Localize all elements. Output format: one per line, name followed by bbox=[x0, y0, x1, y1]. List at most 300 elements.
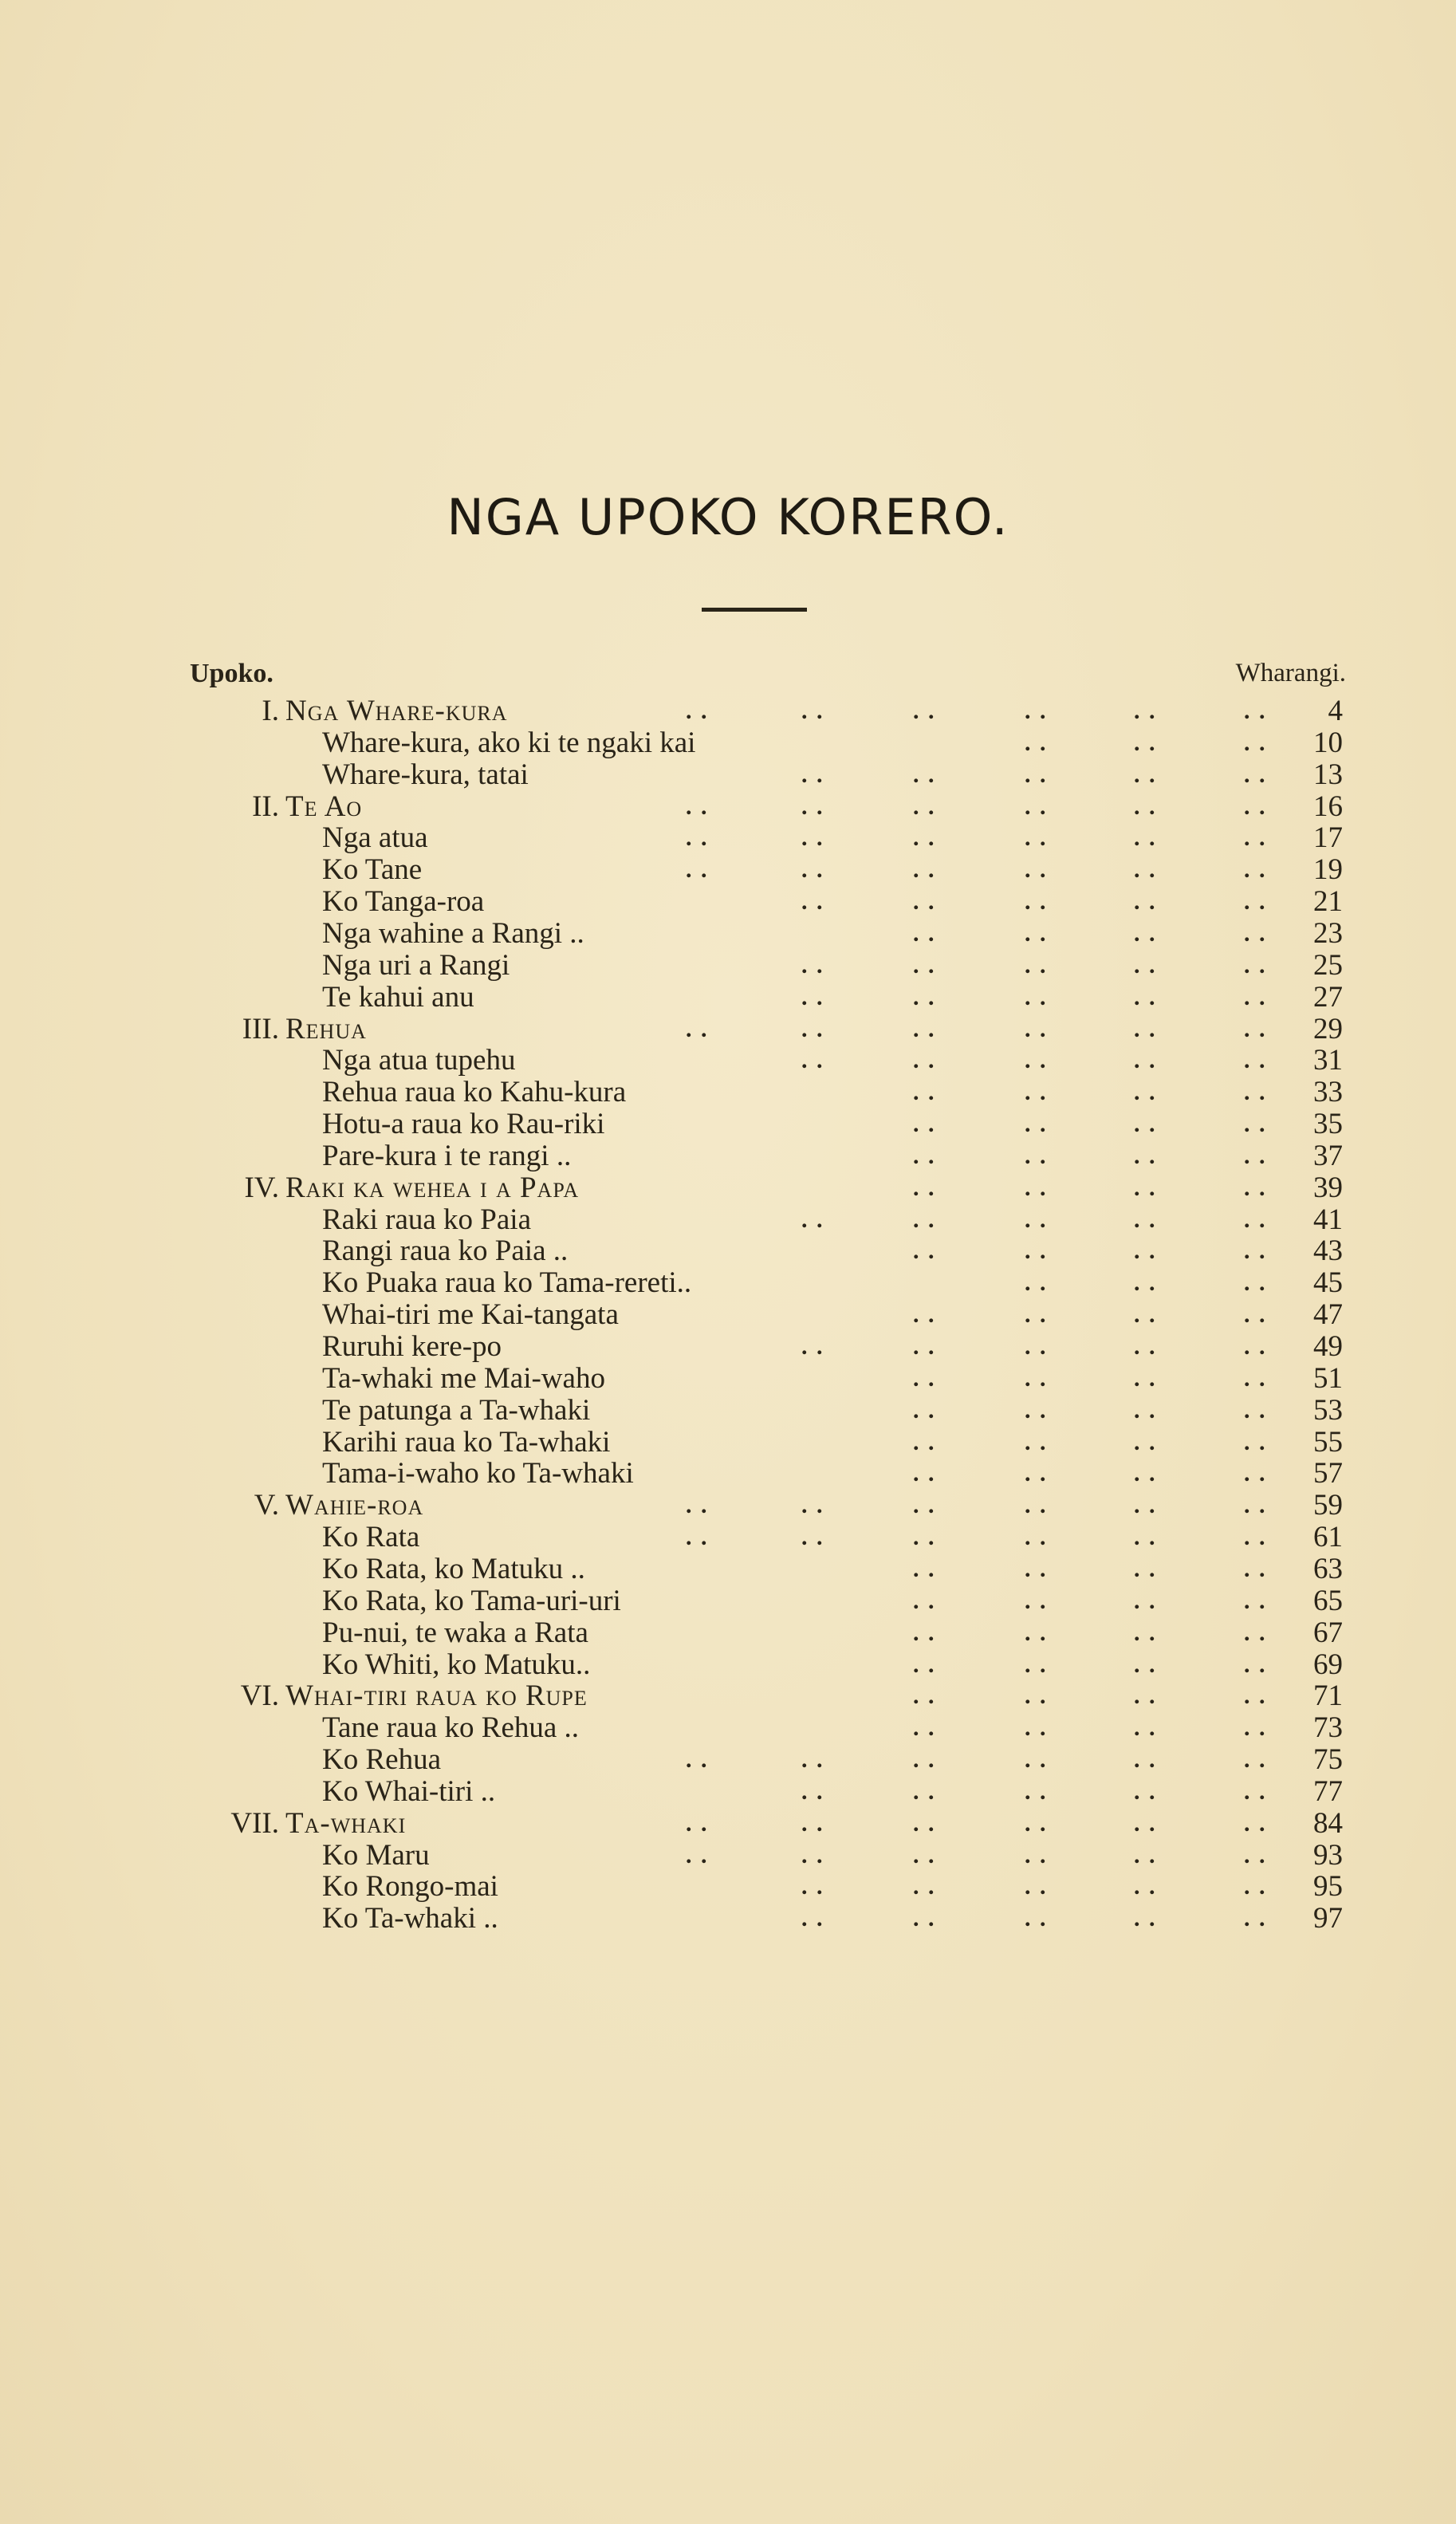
section-title: Nga wahine a Rangi .. bbox=[322, 916, 584, 950]
leader-dots: . . bbox=[913, 951, 936, 978]
leader-dots: . . bbox=[1025, 1396, 1048, 1423]
toc-section-row bbox=[0, 884, 1456, 919]
leader-dots: . . bbox=[1134, 698, 1157, 724]
page-number: 47 bbox=[1313, 1298, 1343, 1332]
section-title: Hotu-a raua ko Rau-riki bbox=[322, 1108, 605, 1141]
leader-dots: . . bbox=[1134, 1905, 1157, 1932]
leader-dots: . . bbox=[913, 1492, 936, 1519]
leader-dots: . . bbox=[1244, 1396, 1267, 1423]
toc-section-row bbox=[0, 980, 1456, 1015]
leader-dots: . . bbox=[1025, 793, 1048, 820]
leader-dots: . . bbox=[913, 1905, 936, 1932]
section-title: Pu-nui, te waka a Rata bbox=[322, 1616, 588, 1649]
leader-dots: . . bbox=[686, 1492, 709, 1519]
toc-chapter-row bbox=[0, 1806, 1456, 1841]
leader-dots: . . bbox=[1134, 1079, 1157, 1106]
toc-section-row bbox=[0, 1139, 1456, 1174]
leader-dots: . . bbox=[1134, 761, 1157, 788]
page-number: 37 bbox=[1313, 1139, 1343, 1172]
section-title: Ko Rata bbox=[322, 1521, 420, 1554]
toc-section-row bbox=[0, 1838, 1456, 1873]
section-title: Ko Rata, ko Tama-uri-uri bbox=[322, 1584, 621, 1617]
section-title: Ta-whaki me Mai-waho bbox=[322, 1361, 605, 1395]
leader-dots: . . bbox=[1025, 1905, 1048, 1932]
leader-dots: . . bbox=[913, 1555, 936, 1582]
section-title: Ko Puaka raua ko Tama-rereti.. bbox=[322, 1266, 692, 1300]
leader-dots: . . bbox=[1244, 951, 1267, 978]
page-number: 95 bbox=[1313, 1870, 1343, 1904]
leader-dots: . . bbox=[913, 1238, 936, 1265]
leader-dots: . . bbox=[1025, 1333, 1048, 1360]
toc-section-row bbox=[0, 1297, 1456, 1333]
page-number: 17 bbox=[1313, 821, 1343, 855]
leader-dots: . . bbox=[1244, 1079, 1267, 1106]
section-title: Whai-tiri me Kai-tangata bbox=[322, 1298, 619, 1332]
leader-dots: . . bbox=[913, 698, 936, 724]
leader-dots: . . bbox=[801, 1492, 824, 1519]
leader-dots: . . bbox=[1134, 1524, 1157, 1551]
leader-dots: . . bbox=[1134, 1555, 1157, 1582]
leader-dots: . . bbox=[1244, 1364, 1267, 1392]
toc-section-row bbox=[0, 1616, 1456, 1651]
leader-dots: . . bbox=[913, 1778, 936, 1805]
leader-dots: . . bbox=[1134, 1492, 1157, 1519]
leader-dots: . . bbox=[1244, 856, 1267, 884]
section-title: Pare-kura i te rangi .. bbox=[322, 1139, 572, 1172]
leader-dots: . . bbox=[1025, 1015, 1048, 1042]
leader-dots: . . bbox=[1025, 1364, 1048, 1392]
leader-dots: . . bbox=[1244, 1460, 1267, 1487]
leader-dots: . . bbox=[1134, 1651, 1157, 1678]
page-number: 51 bbox=[1313, 1361, 1343, 1395]
toc-section-row bbox=[0, 1043, 1456, 1078]
leader-dots: . . bbox=[913, 983, 936, 1010]
page-number: 35 bbox=[1313, 1108, 1343, 1141]
leader-dots: . . bbox=[1244, 1873, 1267, 1900]
leader-dots: . . bbox=[1244, 1333, 1267, 1360]
leader-dots: . . bbox=[1244, 1715, 1267, 1742]
leader-dots: . . bbox=[1244, 1015, 1267, 1042]
leader-dots: . . bbox=[1244, 1619, 1267, 1646]
toc-section-row bbox=[0, 1456, 1456, 1491]
leader-dots: . . bbox=[913, 1333, 936, 1360]
page-number: 71 bbox=[1313, 1679, 1343, 1713]
leader-dots: . . bbox=[913, 793, 936, 820]
leader-dots: . . bbox=[913, 1683, 936, 1710]
leader-dots: . . bbox=[1244, 1270, 1267, 1297]
chapter-title: Rehua bbox=[285, 1012, 367, 1045]
section-title: Ko Rehua bbox=[322, 1743, 441, 1777]
leader-dots: . . bbox=[1134, 1270, 1157, 1297]
leader-dots: . . bbox=[1025, 1079, 1048, 1106]
leader-dots: . . bbox=[801, 1015, 824, 1042]
section-title: Nga atua bbox=[322, 821, 428, 855]
leader-dots: . . bbox=[1134, 729, 1157, 756]
leader-dots: . . bbox=[913, 1364, 936, 1392]
chapter-title: Whai-tiri raua ko Rupe bbox=[285, 1679, 588, 1713]
leader-dots: . . bbox=[1244, 729, 1267, 756]
leader-dots: . . bbox=[1134, 1238, 1157, 1265]
leader-dots: . . bbox=[1244, 1778, 1267, 1805]
toc-section-row bbox=[0, 1552, 1456, 1587]
section-title: Rangi raua ko Paia .. bbox=[322, 1234, 569, 1268]
section-title: Nga atua tupehu bbox=[322, 1044, 516, 1077]
toc-section-row bbox=[0, 1329, 1456, 1364]
leader-dots: . . bbox=[1134, 1841, 1157, 1868]
leader-dots: . . bbox=[686, 825, 709, 852]
page-number: 93 bbox=[1313, 1838, 1343, 1872]
leader-dots: . . bbox=[686, 1015, 709, 1042]
leader-dots: . . bbox=[686, 698, 709, 724]
leader-dots: . . bbox=[1025, 761, 1048, 788]
leader-dots: . . bbox=[913, 1619, 936, 1646]
leader-dots: . . bbox=[1134, 793, 1157, 820]
leader-dots: . . bbox=[1244, 1524, 1267, 1551]
leader-dots: . . bbox=[1244, 1905, 1267, 1932]
leader-dots: . . bbox=[1134, 951, 1157, 978]
leader-dots: . . bbox=[686, 1809, 709, 1837]
page-number: 59 bbox=[1313, 1489, 1343, 1522]
chapter-title: Wahie-roa bbox=[285, 1489, 424, 1522]
toc-section-row bbox=[0, 1425, 1456, 1460]
leader-dots: . . bbox=[913, 1841, 936, 1868]
leader-dots: . . bbox=[1025, 1238, 1048, 1265]
chapter-title: Raki ka wehea i a Papa bbox=[285, 1171, 580, 1204]
leader-dots: . . bbox=[1134, 1587, 1157, 1614]
toc-section-row bbox=[0, 1234, 1456, 1269]
leader-dots: . . bbox=[1134, 1715, 1157, 1742]
leader-dots: . . bbox=[686, 1841, 709, 1868]
leader-dots: . . bbox=[1025, 856, 1048, 884]
leader-dots: . . bbox=[913, 1301, 936, 1329]
page-number: 73 bbox=[1313, 1711, 1343, 1745]
section-title: Ko Ta-whaki .. bbox=[322, 1902, 498, 1935]
leader-dots: . . bbox=[1244, 1206, 1267, 1233]
chapter-numeral: IV. bbox=[244, 1171, 279, 1204]
toc-section-row bbox=[0, 758, 1456, 793]
leader-dots: . . bbox=[1025, 1047, 1048, 1074]
leader-dots: . . bbox=[1025, 1715, 1048, 1742]
leader-dots: . . bbox=[1244, 1174, 1267, 1201]
section-title: Tane raua ko Rehua .. bbox=[322, 1711, 580, 1745]
toc-section-row bbox=[0, 1393, 1456, 1428]
leader-dots: . . bbox=[801, 1206, 824, 1233]
toc-section-row bbox=[0, 852, 1456, 888]
leader-dots: . . bbox=[1134, 1460, 1157, 1487]
leader-dots: . . bbox=[1134, 1111, 1157, 1138]
page-title: NGA UPOKO KORERO. bbox=[447, 488, 1009, 546]
leader-dots: . . bbox=[1025, 1841, 1048, 1868]
page-number: 29 bbox=[1313, 1012, 1343, 1045]
leader-dots: . . bbox=[801, 1746, 824, 1774]
leader-dots: . . bbox=[1025, 1428, 1048, 1455]
leader-dots: . . bbox=[801, 1047, 824, 1074]
leader-dots: . . bbox=[1134, 888, 1157, 915]
leader-dots: . . bbox=[1025, 1873, 1048, 1900]
toc-section-row bbox=[0, 916, 1456, 951]
toc-section-row bbox=[0, 1648, 1456, 1683]
leader-dots: . . bbox=[1025, 1524, 1048, 1551]
leader-dots: . . bbox=[801, 888, 824, 915]
leader-dots: . . bbox=[1134, 1873, 1157, 1900]
page-number: 75 bbox=[1313, 1743, 1343, 1777]
page-number: 41 bbox=[1313, 1203, 1343, 1236]
section-title: Te patunga a Ta-whaki bbox=[322, 1393, 591, 1427]
toc-section-row bbox=[0, 821, 1456, 856]
leader-dots: . . bbox=[1025, 1142, 1048, 1169]
column-header-page: Wharangi. bbox=[1235, 659, 1346, 687]
leader-dots: . . bbox=[913, 1873, 936, 1900]
leader-dots: . . bbox=[1134, 856, 1157, 884]
toc-chapter-row bbox=[0, 1488, 1456, 1523]
leader-dots: . . bbox=[1244, 825, 1267, 852]
chapter-title: Te Ao bbox=[285, 789, 363, 823]
leader-dots: . . bbox=[801, 1873, 824, 1900]
chapter-numeral: I. bbox=[262, 695, 279, 727]
section-title: Rehua raua ko Kahu-kura bbox=[322, 1076, 627, 1109]
page-number: 16 bbox=[1313, 789, 1343, 823]
page-number: 65 bbox=[1313, 1584, 1343, 1617]
leader-dots: . . bbox=[1134, 1746, 1157, 1774]
leader-dots: . . bbox=[913, 1746, 936, 1774]
leader-dots: . . bbox=[1025, 1651, 1048, 1678]
toc-section-row bbox=[0, 948, 1456, 983]
leader-dots: . . bbox=[1025, 825, 1048, 852]
chapter-numeral: V. bbox=[254, 1489, 279, 1522]
page-number: 55 bbox=[1313, 1425, 1343, 1459]
page-number: 23 bbox=[1313, 916, 1343, 950]
section-title: Te kahui anu bbox=[322, 980, 474, 1014]
leader-dots: . . bbox=[1244, 1746, 1267, 1774]
leader-dots: . . bbox=[1025, 1111, 1048, 1138]
leader-dots: . . bbox=[686, 793, 709, 820]
leader-dots: . . bbox=[1244, 761, 1267, 788]
leader-dots: . . bbox=[1025, 1809, 1048, 1837]
section-title: Whare-kura, tatai bbox=[322, 758, 529, 791]
leader-dots: . . bbox=[1244, 1809, 1267, 1837]
leader-dots: . . bbox=[1134, 1174, 1157, 1201]
title-rule bbox=[702, 608, 807, 612]
leader-dots: . . bbox=[913, 1079, 936, 1106]
toc-section-row bbox=[0, 1203, 1456, 1238]
chapter-numeral: VII. bbox=[230, 1806, 279, 1840]
leader-dots: . . bbox=[913, 761, 936, 788]
leader-dots: . . bbox=[1025, 1206, 1048, 1233]
leader-dots: . . bbox=[1134, 1809, 1157, 1837]
leader-dots: . . bbox=[686, 1746, 709, 1774]
leader-dots: . . bbox=[1134, 983, 1157, 1010]
chapter-numeral: III. bbox=[242, 1012, 279, 1045]
leader-dots: . . bbox=[1025, 951, 1048, 978]
leader-dots: . . bbox=[1025, 1555, 1048, 1582]
leader-dots: . . bbox=[1244, 1492, 1267, 1519]
leader-dots: . . bbox=[913, 1396, 936, 1423]
leader-dots: . . bbox=[1025, 1746, 1048, 1774]
leader-dots: . . bbox=[1134, 1206, 1157, 1233]
column-header-chapter: Upoko. bbox=[190, 659, 273, 688]
section-title: Ko Rongo-mai bbox=[322, 1870, 498, 1904]
leader-dots: . . bbox=[801, 698, 824, 724]
toc-section-row bbox=[0, 1075, 1456, 1110]
page-number: 39 bbox=[1313, 1171, 1343, 1204]
leader-dots: . . bbox=[1025, 1619, 1048, 1646]
leader-dots: . . bbox=[1244, 1555, 1267, 1582]
leader-dots: . . bbox=[913, 1809, 936, 1837]
toc-section-row bbox=[0, 1901, 1456, 1936]
leader-dots: . . bbox=[913, 825, 936, 852]
leader-dots: . . bbox=[913, 1460, 936, 1487]
leader-dots: . . bbox=[913, 1206, 936, 1233]
leader-dots: . . bbox=[1134, 825, 1157, 852]
leader-dots: . . bbox=[1134, 1364, 1157, 1392]
leader-dots: . . bbox=[1244, 1301, 1267, 1329]
leader-dots: . . bbox=[1134, 1778, 1157, 1805]
leader-dots: . . bbox=[801, 793, 824, 820]
page-number: 21 bbox=[1313, 885, 1343, 919]
page-number: 45 bbox=[1313, 1266, 1343, 1300]
toc-chapter-row bbox=[0, 1012, 1456, 1047]
page-number: 19 bbox=[1313, 853, 1343, 887]
page-number: 67 bbox=[1313, 1616, 1343, 1649]
leader-dots: . . bbox=[801, 1809, 824, 1837]
leader-dots: . . bbox=[1134, 1333, 1157, 1360]
leader-dots: . . bbox=[1244, 793, 1267, 820]
leader-dots: . . bbox=[801, 856, 824, 884]
page-number: 49 bbox=[1313, 1330, 1343, 1363]
leader-dots: . . bbox=[1025, 919, 1048, 947]
leader-dots: . . bbox=[1025, 1587, 1048, 1614]
leader-dots: . . bbox=[1244, 1683, 1267, 1710]
leader-dots: . . bbox=[913, 1142, 936, 1169]
leader-dots: . . bbox=[801, 1524, 824, 1551]
page-number: 77 bbox=[1313, 1774, 1343, 1808]
leader-dots: . . bbox=[1025, 698, 1048, 724]
toc-section-row bbox=[0, 726, 1456, 761]
toc-section-row bbox=[0, 1774, 1456, 1809]
leader-dots: . . bbox=[913, 1715, 936, 1742]
chapter-title: Nga Whare-kura bbox=[285, 695, 508, 727]
toc-chapter-row bbox=[0, 1171, 1456, 1206]
leader-dots: . . bbox=[1244, 1238, 1267, 1265]
leader-dots: . . bbox=[1134, 1301, 1157, 1329]
page-number: 61 bbox=[1313, 1521, 1343, 1554]
section-title: Ko Maru bbox=[322, 1838, 430, 1872]
leader-dots: . . bbox=[1134, 1428, 1157, 1455]
section-title: Whare-kura, ako ki te ngaki kai bbox=[322, 726, 696, 759]
page-number: 27 bbox=[1313, 980, 1343, 1014]
page-number: 63 bbox=[1313, 1552, 1343, 1585]
leader-dots: . . bbox=[1244, 983, 1267, 1010]
leader-dots: . . bbox=[1244, 1047, 1267, 1074]
toc-section-row bbox=[0, 1711, 1456, 1746]
leader-dots: . . bbox=[1134, 1047, 1157, 1074]
leader-dots: . . bbox=[1134, 1396, 1157, 1423]
leader-dots: . . bbox=[1025, 1778, 1048, 1805]
leader-dots: . . bbox=[1134, 1142, 1157, 1169]
section-title: Ko Whai-tiri .. bbox=[322, 1774, 496, 1808]
toc-chapter-row bbox=[0, 1679, 1456, 1714]
leader-dots: . . bbox=[913, 1587, 936, 1614]
toc-chapter-row bbox=[0, 789, 1456, 825]
leader-dots: . . bbox=[801, 983, 824, 1010]
leader-dots: . . bbox=[1025, 1174, 1048, 1201]
page-number: 4 bbox=[1328, 695, 1343, 727]
section-title: Karihi raua ko Ta-whaki bbox=[322, 1425, 611, 1459]
chapter-title: Ta-whaki bbox=[285, 1806, 407, 1840]
section-title: Ko Rata, ko Matuku .. bbox=[322, 1552, 585, 1585]
leader-dots: . . bbox=[801, 1841, 824, 1868]
leader-dots: . . bbox=[1244, 1587, 1267, 1614]
leader-dots: . . bbox=[1134, 1619, 1157, 1646]
leader-dots: . . bbox=[1025, 1492, 1048, 1519]
leader-dots: . . bbox=[913, 1174, 936, 1201]
section-title: Tama-i-waho ko Ta-whaki bbox=[322, 1457, 634, 1490]
leader-dots: . . bbox=[913, 919, 936, 947]
leader-dots: . . bbox=[1025, 1683, 1048, 1710]
page-number: 53 bbox=[1313, 1393, 1343, 1427]
leader-dots: . . bbox=[1244, 1841, 1267, 1868]
leader-dots: . . bbox=[913, 1428, 936, 1455]
toc-section-row bbox=[0, 1742, 1456, 1778]
leader-dots: . . bbox=[801, 761, 824, 788]
leader-dots: . . bbox=[913, 1524, 936, 1551]
leader-dots: . . bbox=[1244, 1651, 1267, 1678]
leader-dots: . . bbox=[1134, 1683, 1157, 1710]
leader-dots: . . bbox=[1025, 983, 1048, 1010]
leader-dots: . . bbox=[801, 825, 824, 852]
leader-dots: . . bbox=[913, 856, 936, 884]
leader-dots: . . bbox=[913, 1015, 936, 1042]
toc-section-row bbox=[0, 1584, 1456, 1619]
leader-dots: . . bbox=[801, 1778, 824, 1805]
page-number: 25 bbox=[1313, 948, 1343, 982]
page-number: 43 bbox=[1313, 1234, 1343, 1268]
leader-dots: . . bbox=[1244, 919, 1267, 947]
leader-dots: . . bbox=[686, 856, 709, 884]
leader-dots: . . bbox=[1244, 698, 1267, 724]
toc-section-row bbox=[0, 1266, 1456, 1301]
toc-section-row bbox=[0, 1107, 1456, 1142]
toc-section-row bbox=[0, 1520, 1456, 1555]
leader-dots: . . bbox=[1025, 1301, 1048, 1329]
section-title: Raki raua ko Paia bbox=[322, 1203, 531, 1236]
leader-dots: . . bbox=[913, 1047, 936, 1074]
section-title: Nga uri a Rangi bbox=[322, 948, 510, 982]
page-number: 33 bbox=[1313, 1076, 1343, 1109]
toc-chapter-row bbox=[0, 694, 1456, 729]
leader-dots: . . bbox=[1134, 1015, 1157, 1042]
leader-dots: . . bbox=[1244, 1428, 1267, 1455]
section-title: Ko Whiti, ko Matuku.. bbox=[322, 1648, 591, 1681]
page-number: 84 bbox=[1313, 1806, 1343, 1840]
leader-dots: . . bbox=[1244, 1111, 1267, 1138]
toc-section-row bbox=[0, 1361, 1456, 1396]
section-title: Ko Tanga-roa bbox=[322, 885, 485, 919]
page-number: 10 bbox=[1313, 726, 1343, 759]
page-number: 97 bbox=[1313, 1902, 1343, 1935]
leader-dots: . . bbox=[1244, 1142, 1267, 1169]
leader-dots: . . bbox=[801, 1905, 824, 1932]
section-title: Ruruhi kere-po bbox=[322, 1330, 502, 1363]
leader-dots: . . bbox=[801, 951, 824, 978]
leader-dots: . . bbox=[1025, 729, 1048, 756]
leader-dots: . . bbox=[913, 1111, 936, 1138]
section-title: Ko Tane bbox=[322, 853, 423, 887]
page-number: 69 bbox=[1313, 1648, 1343, 1681]
leader-dots: . . bbox=[913, 888, 936, 915]
leader-dots: . . bbox=[913, 1651, 936, 1678]
toc-section-row bbox=[0, 1869, 1456, 1904]
